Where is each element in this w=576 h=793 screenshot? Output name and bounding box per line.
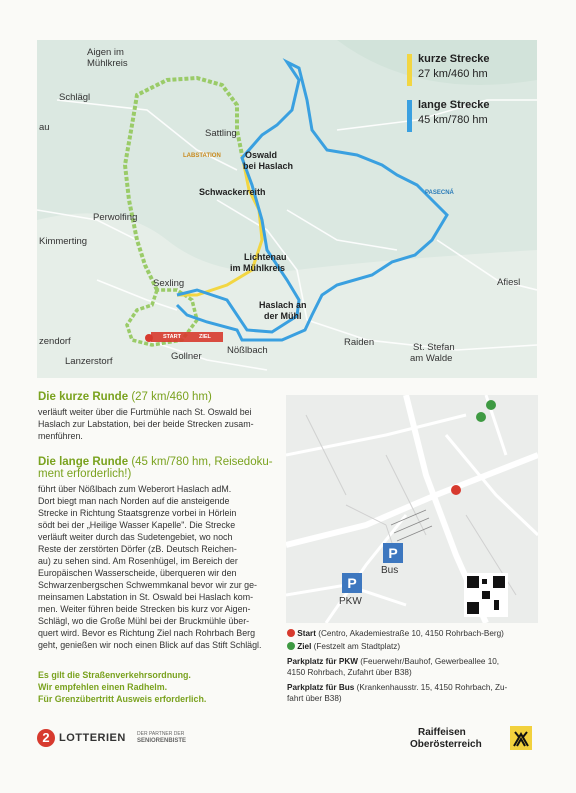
short-round-heading [38,391,278,403]
parking-map [286,395,538,623]
lotterien-logo [37,728,237,750]
legend-short-swatch [407,54,412,86]
long-round-meta-2: ment erforderlich!) [38,468,132,480]
legend-long-value: 45 km/780 hm [418,114,488,126]
town-label: Lanzerstorf [65,356,113,367]
text-line: Strecke in Richtung Staatsgrenze vorbei in Hörlein [38,508,237,518]
town-label: Nößlbach [227,345,268,356]
town-label: Kimmerting [39,236,88,247]
note-line: Für Grenzübertritt Ausweis erforderlich. [38,694,207,704]
town-label: au [39,122,50,133]
town-label: im Mühlkreis [230,263,286,273]
pkw-info [287,656,537,678]
legend-long-label: lange Strecke [418,99,490,111]
start-info-text: (Centro, Akademiestraße 10, 4150 Rohrbach-Berg) [318,629,504,638]
legend-long-swatch [407,100,412,132]
text-line: menführen. [38,431,83,441]
lotterien-text: LOTTERIEN [59,732,126,744]
long-round-section [38,456,278,651]
text-line: quert wird. Bevor es Richtung Ziel nach Rohrbach Berg [38,628,256,638]
note-line: Wir empfehlen einen Radhelm. [38,682,168,692]
notes [38,669,278,705]
lotterien-badge-icon: 2 [37,729,55,747]
bus-info-text: (Krankenhausstr. 15, 4150 Rohrbach, Zu- [356,683,508,692]
raiffeisen-gable-icon [510,726,532,750]
town-label: Schwackerreith [199,187,266,197]
pkw-info-label: Parkplatz für PKW [287,657,358,666]
short-round-meta: (27 km/460 hm) [131,391,212,403]
ziel-info-label: Ziel [297,642,312,651]
start-label: START [163,334,181,340]
legend-short-value: 27 km/460 hm [418,68,488,80]
text-line: Haslach zur Labstation, bei der beide Strecken zusam- [38,419,254,429]
raiffeisen-logo [410,724,540,754]
town-label: Sattling [205,128,237,139]
ziel-label: ZIEL [199,334,211,340]
town-label: Mühlkreis [87,58,128,69]
raiffeisen-text-2: Oberösterreich [410,739,482,750]
long-round-title: Die lange Runde [38,456,129,468]
route-map-graphic [37,40,537,378]
town-label: Gollner [171,351,202,362]
text-line: Schlägl, wo die Große Mühl bei der Bruckmühle über- [38,616,250,626]
town-label: Sexling [153,278,185,289]
town-label: zendorf [39,336,71,347]
partner-text-1: DER PARTNER DER [137,731,185,737]
pkw-info-text: (Feuerwehr/Bauhof, Gewerbeallee 10, [360,657,500,666]
town-label: Perwolfing [93,212,138,223]
route-map [37,40,537,378]
text-line: führt über Nößlbach zum Weberort Haslach adM. [38,484,232,494]
ziel-marker-icon [287,642,295,650]
long-round-text [38,483,278,651]
town-label: der Mühl [264,311,302,321]
note-line: Es gilt die Straßenverkehrsordnung. [38,670,191,680]
parking-map-graphic [286,395,538,623]
long-round-heading [38,456,278,480]
ziel-info-text: (Festzelt am Stadtplatz) [313,642,401,651]
pkw-parking-label: PKW [339,596,362,607]
text-line: södt bei der „Heilige Wasser Kapelle". Die Strecke [38,520,236,530]
raiffeisen-text-1: Raiffeisen [418,727,466,738]
town-label: Afiesl [497,277,521,288]
town-label: Lichtenau [244,252,287,262]
short-round-title: Die kurze Runde [38,391,129,403]
town-label: St. Stefan [413,342,455,353]
bus-info-label: Parkplatz für Bus [287,683,355,692]
bus-parking-icon: P [383,543,403,563]
pkw-parking-icon: P [342,573,362,593]
partner-text-2: SENIORENBISTE [137,738,187,744]
text-line: Dort biegt man nach Norden auf die ansteigende [38,496,230,506]
town-label: Oswald [245,150,278,160]
town-label: Haslach an [259,300,307,310]
short-round-text [38,406,278,442]
text-line: verläuft weiter durch das Sudetengebiet, wo noch [38,532,233,542]
town-label: Raiden [344,337,375,348]
legend-short-label: kurze Strecke [418,53,490,65]
pkw-info-text-2: 4150 Rohrbach, Zufahrt über B38) [287,668,412,677]
ziel-info [287,641,537,652]
text-line: Europäischen Wasserscheide, überqueren wir den [38,568,237,578]
start-info [287,628,537,639]
bus-info [287,682,537,704]
long-round-meta: (45 km/780 hm, Reisedoku- [131,456,273,468]
labstation-label: LABSTATION [183,153,221,159]
town-label: am Walde [410,353,453,364]
town-label: Schlägl [59,92,91,103]
bus-info-text-2: fahrt über B38) [287,694,342,703]
text-line: men. Weiter führen beide Strecken bis kurz vor Aigen- [38,604,251,614]
town-label: PASECNÁ [425,190,454,196]
bus-parking-label: Bus [381,565,399,576]
town-label: Aigen im [87,47,124,58]
start-info-label: Start [297,629,316,638]
text-line: geht, genießen wir noch einen Blick auf das Stift Schlägl. [38,640,262,650]
text-line: meinsamen Labstation in St. Oswald bei Haslach kom- [38,592,254,602]
text-line: Schwarzenbergschen Schwemmkanal bevor wir zur ge- [38,580,258,590]
text-line: au) zu sehen sind. Am Rosenhügel, im Bereich der [38,556,238,566]
text-line: verläuft weiter über die Furtmühle nach St. Oswald bei [38,407,252,417]
town-label: bei Haslach [243,161,294,171]
start-marker-icon [287,629,295,637]
short-round-section [38,391,278,442]
text-line: Reste der zerstörten Dörfer (zB. Deutsch Reichen- [38,544,237,554]
